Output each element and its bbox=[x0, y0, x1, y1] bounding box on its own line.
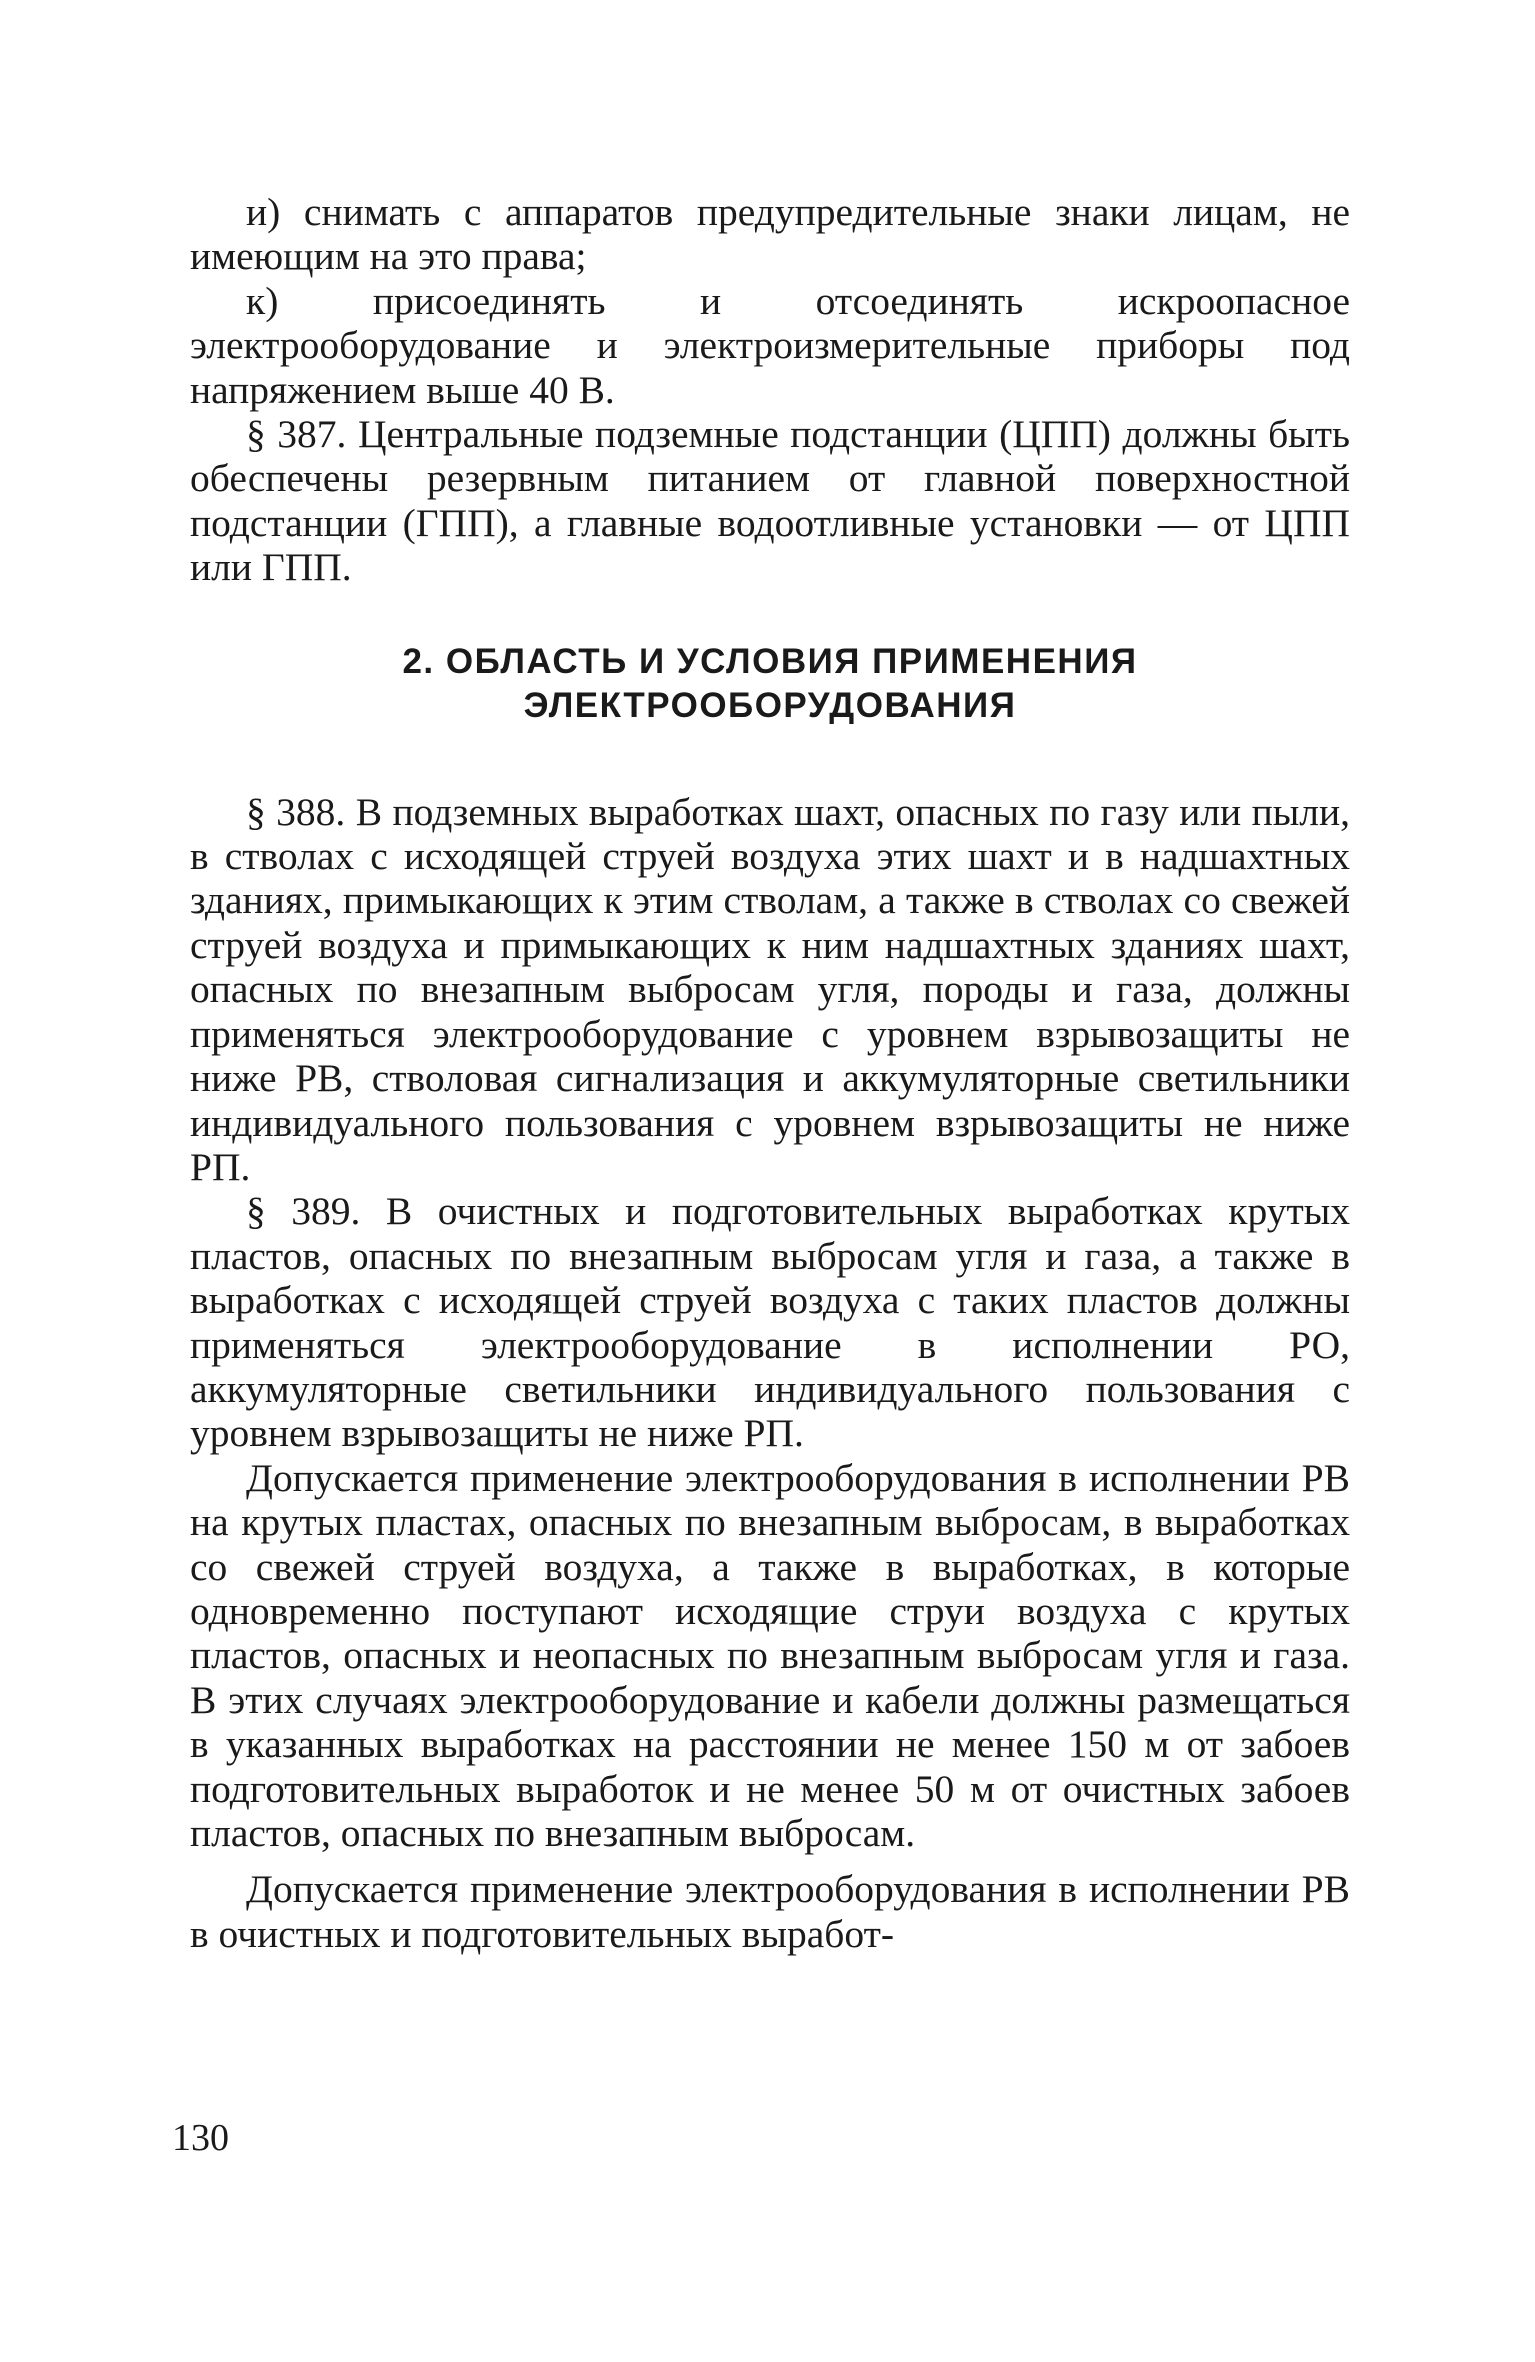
paragraph-allowance-1: Допускается применение электрооборудования в исполнении РВ на крутых пластах, опасных по внезапным выбросам, в выработках со свежей струей воздуха, а также в выработках, в которые одновременно поступают исходящие струи воздуха с крутых пластов, опасных и неопасных по внезапным выбросам угля и газа. В этих случаях электрооборудование и кабели должны размещаться в указанных выработках на расстоянии не менее 150 м от забоев подготовительных выработок и не менее 50 м от очистных забоев пластов, опасных по внезапным выбросам. bbox=[190, 1455, 1350, 1855]
paragraph-item-k: к) присоединять и отсоединять искроопасное электрооборудование и электроизмерительные приборы под напряжением выше 40 В. bbox=[190, 278, 1350, 412]
paragraph-allowance-2: Допускается применение электрооборудования в исполнении РВ в очистных и подготовительных выработ- bbox=[190, 1867, 1350, 1956]
paragraph-387: § 387. Центральные подземные подстанции (ЦПП) должны быть обеспечены резервным питанием от главной поверхностной подстанции (ГПП), а главные водоотливные установки — от ЦПП или ГПП. bbox=[190, 412, 1350, 590]
paragraph-item-i: и) снимать с аппаратов предупредительные знаки лицам, не имеющим на это права; bbox=[190, 190, 1350, 279]
section-heading-line-2: ЭЛЕКТРООБОРУДОВАНИЯ bbox=[523, 685, 1017, 725]
page-number: 130 bbox=[172, 2117, 229, 2159]
paragraph-389: § 389. В очистных и подготовительных выработках крутых пластов, опасных по внезапным выбросам угля и газа, а также в выработках с исходящей струей воздуха с таких пластов должны применяться электрооборудование в исполнении РО, аккумуляторные светильники индивидуального пользования с уровнем взрывозащиты не ниже РП. bbox=[190, 1189, 1350, 1456]
paragraph-388: § 388. В подземных выработках шахт, опасных по газу или пыли, в стволах с исходящей струей воздуха этих шахт и в надшахтных зданиях, примыкающих к этим стволам, а также в стволах со свежей струей воздуха и примыкающих к ним надшахтных зданиях шахт, опасных по внезапным выбросам угля, породы и газа, должны применяться электрооборудование с уровнем взрывозащиты не ниже РВ, стволовая сигнализация и аккумуляторные светильники индивидуального пользования с уровнем взрывозащиты не ниже РП. bbox=[190, 789, 1350, 1189]
section-heading-line-1: 2. ОБЛАСТЬ И УСЛОВИЯ ПРИМЕНЕНИЯ bbox=[402, 641, 1138, 681]
document-page bbox=[190, 190, 1350, 1956]
section-heading bbox=[190, 640, 1350, 728]
